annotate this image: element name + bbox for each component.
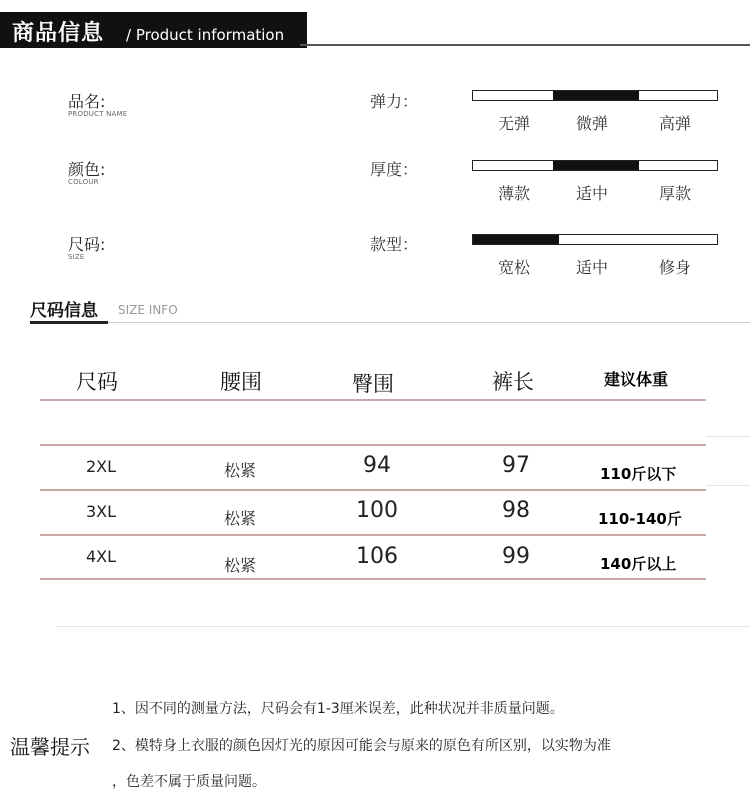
table-rule [40, 534, 706, 536]
elasticity-level-3: 高弹 [659, 114, 692, 133]
table-rule [40, 489, 706, 491]
tip-label: 温馨提示 [10, 735, 90, 759]
table-row-2xl-waist: 松紧 [224, 461, 257, 480]
fit-selected-segment [473, 235, 559, 244]
header-subtitle: / Product information [126, 26, 285, 44]
header-title: 商品信息 [12, 21, 105, 46]
size-info-divider [30, 322, 750, 323]
size-info-title: 尺码信息 [30, 301, 98, 321]
table-faint-line [56, 626, 750, 627]
attr-product-name-en: PRODUCT NAME [68, 110, 128, 118]
elasticity-selected-segment [553, 91, 639, 100]
table-row-4xl-weight: 140斤以上 [600, 555, 677, 573]
table-row-4xl-waist: 松紧 [224, 556, 257, 575]
table-row-4xl-length: 99 [502, 544, 530, 569]
note-line-3: ，色差不属于质量问题。 [112, 774, 266, 790]
attr-product-name-label: 品名: [68, 92, 106, 111]
table-header-length: 裤长 [492, 370, 534, 394]
elasticity-level-1: 无弹 [498, 114, 531, 133]
fit-level-1: 宽松 [498, 258, 531, 277]
thickness-label: 厚度： [370, 160, 419, 179]
attr-colour-label: 颜色: [68, 160, 106, 179]
attr-size-en: SIZE [68, 253, 85, 261]
fit-label: 款型： [370, 235, 419, 254]
table-row-2xl-hip: 94 [363, 453, 391, 478]
table-row-2xl-weight: 110斤以下 [600, 465, 677, 483]
thickness-scale-bar [472, 160, 718, 171]
table-faint-line [706, 485, 750, 486]
thickness-level-3: 厚款 [659, 184, 692, 203]
table-row-3xl-hip: 100 [356, 498, 398, 523]
table-header-size: 尺码 [76, 370, 118, 394]
fit-level-2: 适中 [576, 258, 609, 277]
table-faint-line [706, 436, 750, 437]
table-row-3xl-length: 98 [502, 498, 530, 523]
table-header-hip: 臀围 [352, 372, 394, 396]
fit-level-3: 修身 [659, 258, 692, 277]
table-row-3xl-waist: 松紧 [224, 509, 257, 528]
thickness-level-1: 薄款 [498, 184, 531, 203]
table-rule [40, 399, 706, 401]
table-row-2xl-length: 97 [502, 453, 530, 478]
note-line-1: 1、因不同的测量方法，尺码会有1-3厘米误差，此种状况并非质量问题。 [112, 701, 564, 717]
note-line-2: 2、模特身上衣服的颜色因灯光的原因可能会与原来的原色有所区别，以实物为准 [112, 738, 611, 754]
fit-scale-bar [472, 234, 718, 245]
elasticity-level-2: 微弹 [576, 114, 609, 133]
thickness-selected-segment [553, 161, 639, 170]
table-row-4xl-hip: 106 [356, 544, 398, 569]
table-header-weight: 建议体重 [604, 370, 669, 389]
size-info-subtitle: SIZE INFO [118, 303, 178, 317]
table-row-3xl-weight: 110-140斤 [598, 510, 682, 528]
table-row-2xl-size: 2XL [86, 457, 117, 476]
thickness-level-2: 适中 [576, 184, 609, 203]
table-row-3xl-size: 3XL [86, 502, 117, 521]
table-row-4xl-size: 4XL [86, 547, 117, 566]
attr-size-label: 尺码: [68, 235, 106, 254]
elasticity-label: 弹力： [370, 92, 419, 111]
header-divider [300, 44, 750, 46]
size-info-underline [30, 321, 108, 324]
table-rule [40, 578, 706, 580]
elasticity-scale-bar [472, 90, 718, 101]
table-rule [40, 444, 706, 446]
attr-colour-en: COLOUR [68, 178, 99, 186]
table-header-waist: 腰围 [220, 370, 262, 394]
